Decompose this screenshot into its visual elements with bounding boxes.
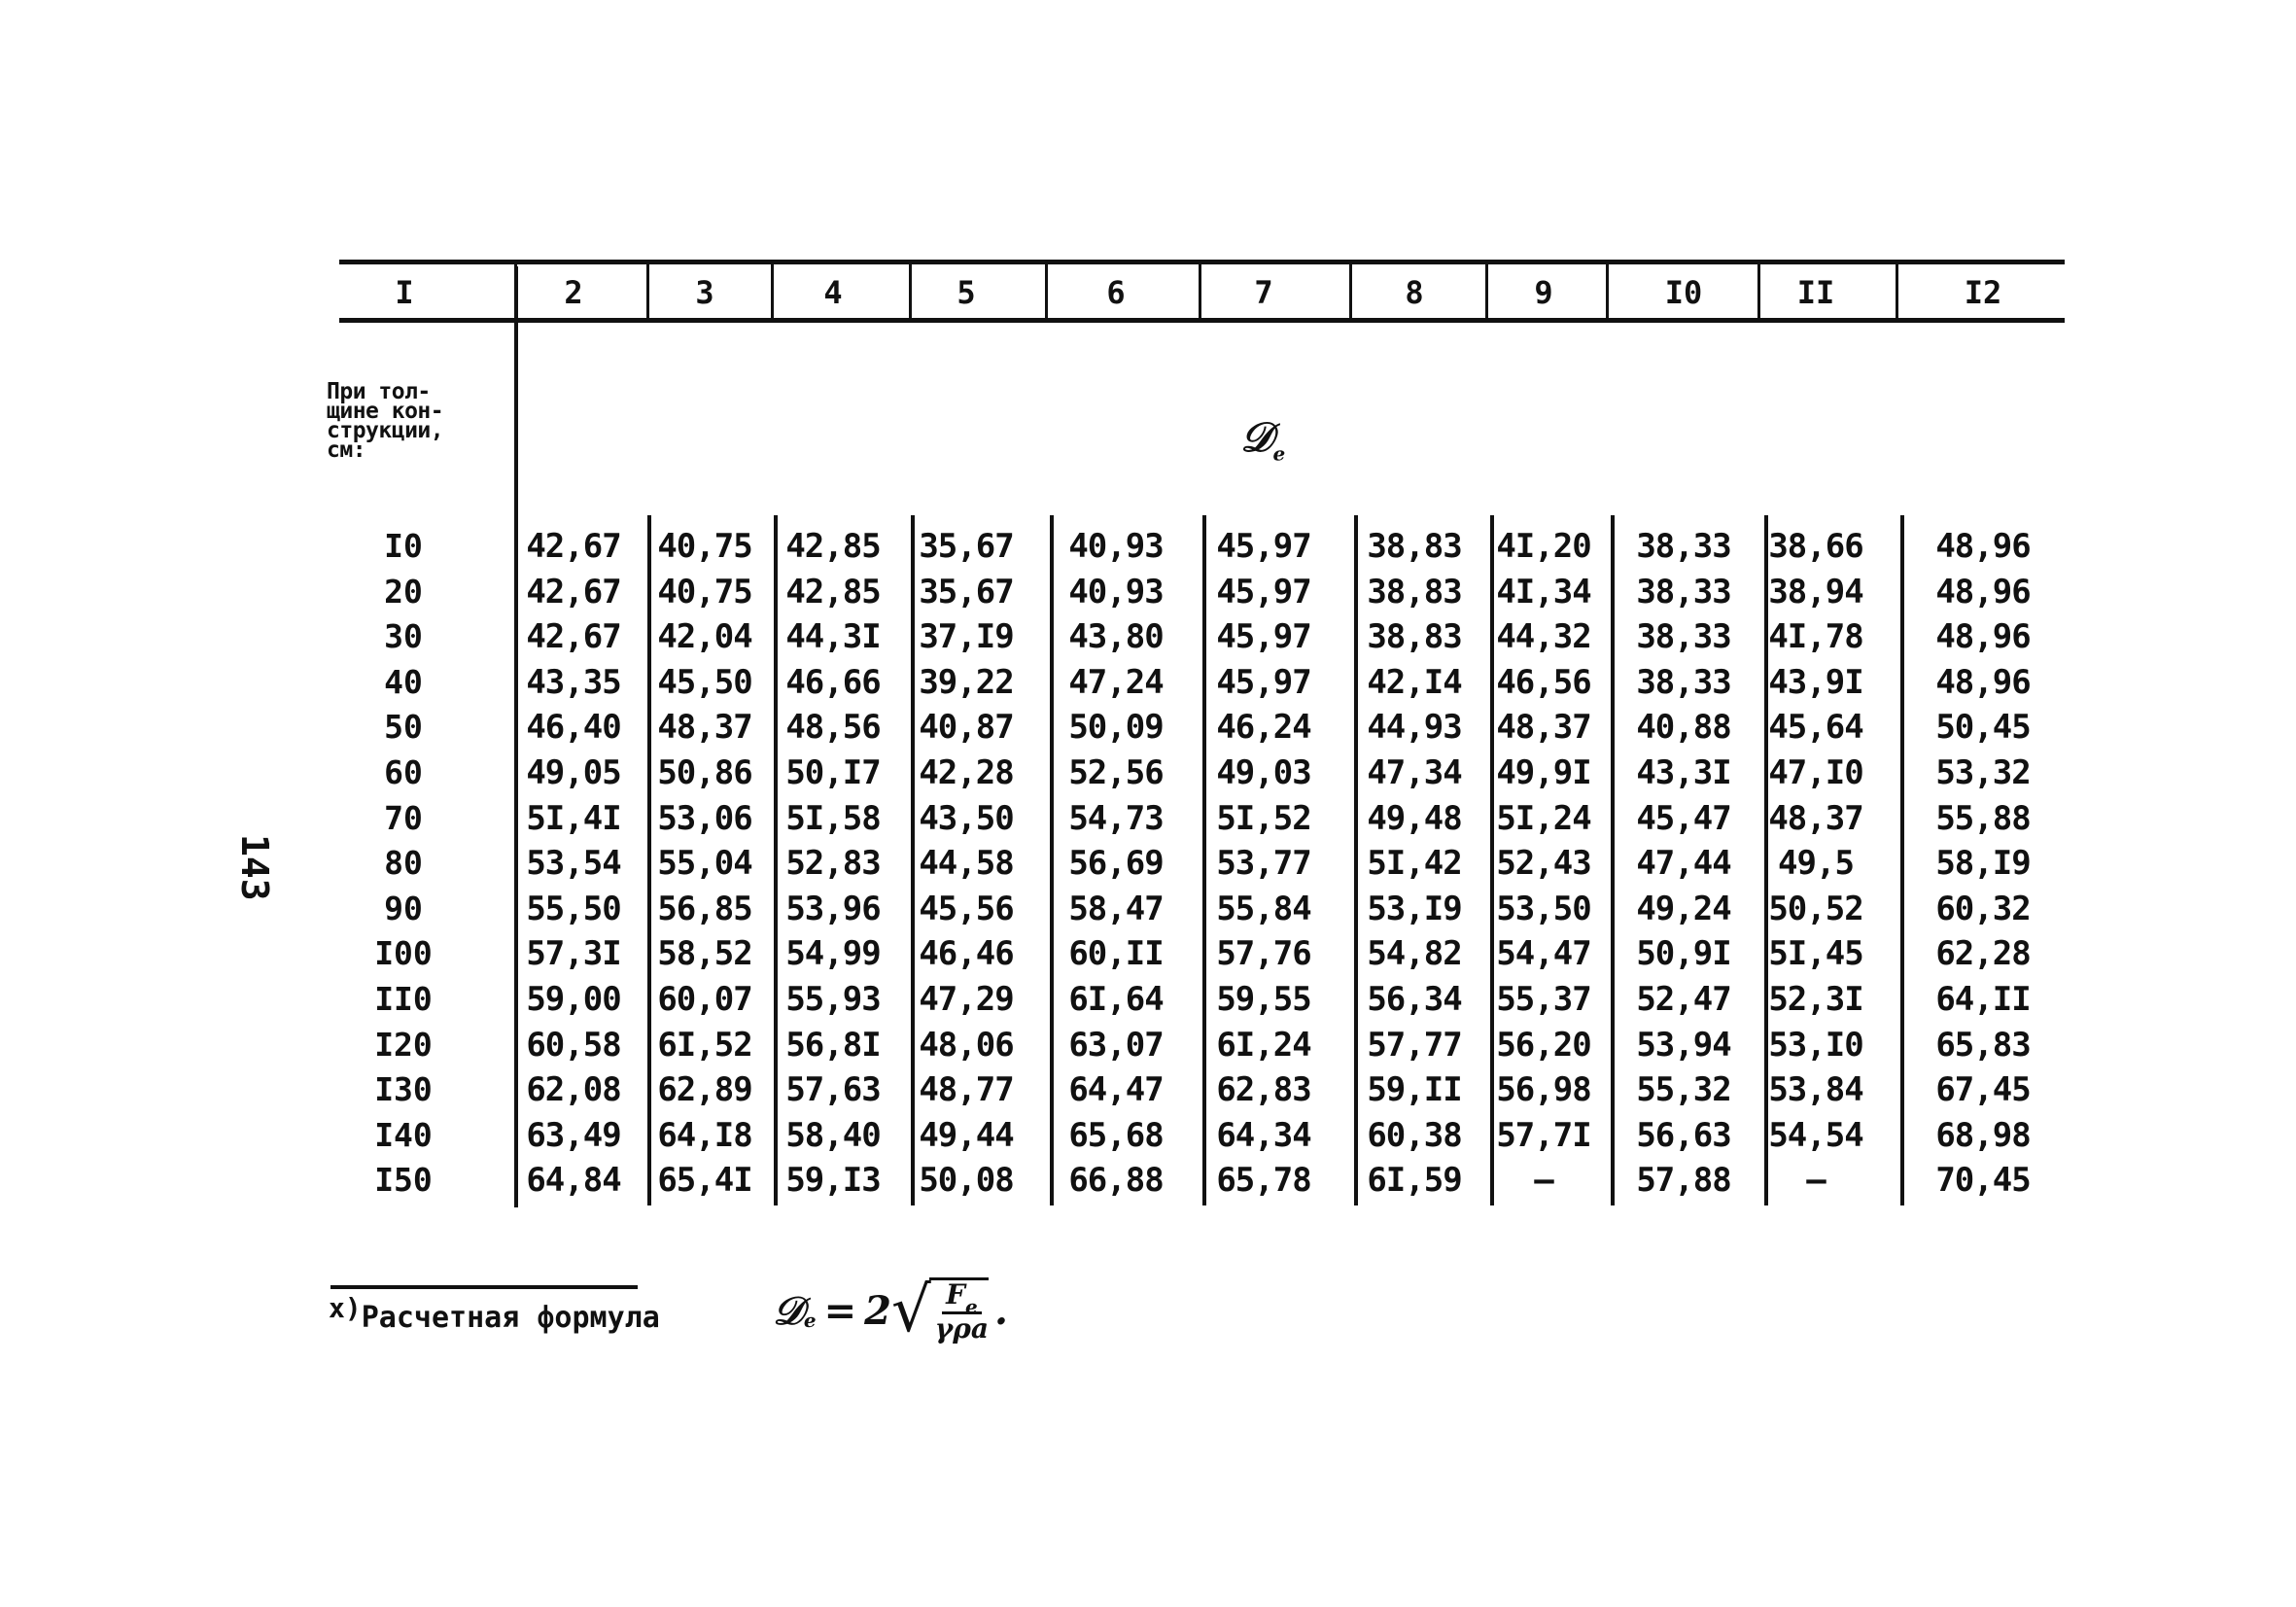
table-cell: 6I,52: [657, 1025, 752, 1065]
table-cell: 59,II: [1367, 1070, 1462, 1110]
table-cell: 4I,78: [1768, 617, 1863, 657]
table-cell: 59,55: [1216, 980, 1311, 1019]
column-header: 6: [1106, 274, 1126, 311]
table-cell: 60,32: [1935, 889, 2031, 928]
formula-radicand: [929, 1277, 989, 1344]
column-header: II: [1796, 274, 1835, 311]
table-cell: 48,96: [1935, 527, 2031, 566]
table-cell: 59,I3: [785, 1161, 881, 1201]
table-cell: 62,89: [657, 1070, 752, 1110]
table-cell: 47,24: [1068, 662, 1164, 702]
table-cell: 5I,52: [1216, 798, 1311, 838]
table-cell: 60,II: [1068, 934, 1164, 974]
table-cell: 49,03: [1216, 753, 1311, 792]
column-header: 4: [823, 274, 843, 311]
header-column-divider: [909, 264, 912, 319]
table-cell: 42,85: [785, 527, 881, 566]
table-cell: 54,82: [1367, 934, 1462, 974]
table-cell: 65,78: [1216, 1161, 1311, 1201]
header-column-divider: [1045, 264, 1048, 319]
table-cell: 55,32: [1636, 1070, 1731, 1110]
table-cell: 48,96: [1935, 662, 2031, 702]
formula-trailing: .: [994, 1287, 1008, 1334]
table-cell: 5I,45: [1768, 934, 1863, 974]
table-cell: 53,54: [526, 844, 621, 884]
header-column-divider: [1757, 264, 1760, 319]
table-cell: 50,52: [1768, 889, 1863, 928]
row-label-thickness: II0: [374, 980, 433, 1018]
table-cell: 56,98: [1496, 1070, 1591, 1110]
table-cell: 55,84: [1216, 889, 1311, 928]
formula-numerator: $F_e$: [942, 1280, 982, 1314]
footnote-mark: x): [329, 1292, 362, 1324]
table-cell: 52,56: [1068, 753, 1164, 792]
table-cell: 38,33: [1636, 617, 1731, 657]
table-cell: 55,04: [657, 844, 752, 884]
table-cell: 39,22: [919, 662, 1014, 702]
table-cell: 6I,24: [1216, 1025, 1311, 1065]
table-cell: 47,I0: [1768, 753, 1863, 792]
table-cell: 52,83: [785, 844, 881, 884]
table-cell: 4I,20: [1496, 527, 1591, 566]
table-cell: 65,4I: [657, 1161, 752, 1201]
table-cell: 67,45: [1935, 1070, 2031, 1110]
table-cell: 38,83: [1367, 572, 1462, 611]
table-cell: 47,29: [919, 980, 1014, 1019]
table-cell: 45,97: [1216, 617, 1311, 657]
table-cell: 53,I9: [1367, 889, 1462, 928]
table-cell: 54,47: [1496, 934, 1591, 974]
body-column-divider: [1900, 515, 1904, 1205]
table-cell: 42,67: [526, 572, 621, 611]
table-cell: 44,3I: [785, 617, 881, 657]
table-cell: 6I,64: [1068, 980, 1164, 1019]
table-cell: 46,46: [919, 934, 1014, 974]
table-cell: 43,80: [1068, 617, 1164, 657]
table-cell: 57,7I: [1496, 1115, 1591, 1155]
header-column-divider: [514, 264, 517, 319]
table-cell: 53,50: [1496, 889, 1591, 928]
stub-heading: При тол- щине кон- струкции, см:: [327, 379, 444, 463]
formula-coefficient: 2: [864, 1287, 892, 1334]
row-label-thickness: 90: [384, 889, 423, 927]
table-cell: 48,06: [919, 1025, 1014, 1065]
table-cell: 55,93: [785, 980, 881, 1019]
table-cell: 48,37: [1496, 708, 1591, 748]
table-cell: 57,63: [785, 1070, 881, 1110]
table-cell: 58,47: [1068, 889, 1164, 928]
row-label-thickness: 40: [384, 662, 423, 701]
column-header: 8: [1405, 274, 1424, 311]
table-cell: 65,68: [1068, 1115, 1164, 1155]
table-cell: 40,93: [1068, 572, 1164, 611]
column-header: 5: [957, 274, 976, 311]
table-cell: 46,40: [526, 708, 621, 748]
table-cell: 64,I8: [657, 1115, 752, 1155]
footnote-text: Расчетная формула: [361, 1301, 660, 1335]
row-label-thickness: 60: [384, 753, 423, 791]
table-cell: 56,85: [657, 889, 752, 928]
table-cell: 48,96: [1935, 617, 2031, 657]
table-cell: 54,99: [785, 934, 881, 974]
table-cell: 49,05: [526, 753, 621, 792]
table-cell: 43,3I: [1636, 753, 1731, 792]
table-cell: 43,9I: [1768, 662, 1863, 702]
table-cell: 55,88: [1935, 798, 2031, 838]
table-cell: 65,83: [1935, 1025, 2031, 1065]
table-cell: 38,94: [1768, 572, 1863, 611]
table-cell: 58,40: [785, 1115, 881, 1155]
footnote: [329, 1292, 660, 1335]
table-cell: 56,69: [1068, 844, 1164, 884]
table-cell: 5I,42: [1367, 844, 1462, 884]
table-cell: 53,77: [1216, 844, 1311, 884]
header-column-divider: [1606, 264, 1609, 319]
table-cell: 44,58: [919, 844, 1014, 884]
table-cell: 40,75: [657, 572, 752, 611]
table-cell: 49,48: [1367, 798, 1462, 838]
table-cell: 42,67: [526, 527, 621, 566]
formula-fraction: [935, 1280, 989, 1344]
table-top-rule: [339, 260, 2065, 264]
formula-lhs: 𝒟: [773, 1287, 804, 1334]
table-cell: 63,07: [1068, 1025, 1164, 1065]
table-cell: 55,50: [526, 889, 621, 928]
table-cell: 38,33: [1636, 572, 1731, 611]
table-cell: –: [1806, 1161, 1826, 1201]
footnote-rule: [330, 1285, 638, 1289]
table-cell: 43,35: [526, 662, 621, 702]
table-cell: 56,8I: [785, 1025, 881, 1065]
table-cell: 53,94: [1636, 1025, 1731, 1065]
table-cell: 46,24: [1216, 708, 1311, 748]
table-cell: 54,54: [1768, 1115, 1863, 1155]
table-cell: 53,96: [785, 889, 881, 928]
formula-lhs-subscript: e: [803, 1309, 817, 1332]
row-label-thickness: 50: [384, 708, 423, 747]
table-cell: 4I,34: [1496, 572, 1591, 611]
table-cell: 48,77: [919, 1070, 1014, 1110]
table-cell: 5I,58: [785, 798, 881, 838]
row-label-thickness: I50: [374, 1161, 433, 1200]
table-cell: 50,86: [657, 753, 752, 792]
column-header: 2: [564, 274, 583, 311]
table-cell: 56,20: [1496, 1025, 1591, 1065]
table-cell: 38,33: [1636, 527, 1731, 566]
table-cell: 45,47: [1636, 798, 1731, 838]
table-cell: 49,5: [1778, 844, 1854, 884]
table-cell: 48,56: [785, 708, 881, 748]
calculation-formula: [773, 1262, 1008, 1359]
table-cell: 46,56: [1496, 662, 1591, 702]
table-cell: 48,37: [1768, 798, 1863, 838]
table-cell: 49,44: [919, 1115, 1014, 1155]
column-header: 7: [1254, 274, 1273, 311]
table-cell: 64,II: [1935, 980, 2031, 1019]
table-cell: 5I,24: [1496, 798, 1591, 838]
table-cell: 45,50: [657, 662, 752, 702]
table-cell: 57,76: [1216, 934, 1311, 974]
table-header-rule: [339, 318, 2065, 323]
table-cell: 50,08: [919, 1161, 1014, 1201]
row-label-thickness: 20: [384, 572, 423, 611]
table-cell: 64,84: [526, 1161, 621, 1201]
table-cell: 6I,59: [1367, 1161, 1462, 1201]
table-cell: 50,9I: [1636, 934, 1731, 974]
row-label-thickness: I00: [374, 934, 433, 973]
table-cell: 53,I0: [1768, 1025, 1863, 1065]
table-cell: 57,77: [1367, 1025, 1462, 1065]
table-cell: 52,47: [1636, 980, 1731, 1019]
column-header: 3: [695, 274, 714, 311]
table-cell: 62,83: [1216, 1070, 1311, 1110]
table-cell: 58,52: [657, 934, 752, 974]
table-cell: 45,64: [1768, 708, 1863, 748]
table-cell: 37,I9: [919, 617, 1014, 657]
table-cell: 42,85: [785, 572, 881, 611]
table-cell: 49,9I: [1496, 753, 1591, 792]
table-cell: 40,75: [657, 527, 752, 566]
table-cell: 54,73: [1068, 798, 1164, 838]
table-cell: 43,50: [919, 798, 1014, 838]
table-cell: 59,00: [526, 980, 621, 1019]
column-header: 9: [1534, 274, 1553, 311]
table-cell: 48,37: [657, 708, 752, 748]
table-cell: 35,67: [919, 527, 1014, 566]
table-cell: 50,45: [1935, 708, 2031, 748]
table-cell: 42,04: [657, 617, 752, 657]
table-cell: 50,09: [1068, 708, 1164, 748]
header-column-divider: [1349, 264, 1352, 319]
column-header: I2: [1964, 274, 2002, 311]
table-cell: 47,34: [1367, 753, 1462, 792]
table-cell: 64,34: [1216, 1115, 1311, 1155]
table-cell: 60,38: [1367, 1115, 1462, 1155]
table-cell: 49,24: [1636, 889, 1731, 928]
table-cell: 38,66: [1768, 527, 1863, 566]
table-cell: 44,32: [1496, 617, 1591, 657]
table-cell: 66,88: [1068, 1161, 1164, 1201]
table-cell: 40,93: [1068, 527, 1164, 566]
row-label-thickness: 80: [384, 844, 423, 883]
table-cell: 60,58: [526, 1025, 621, 1065]
table-cell: 57,88: [1636, 1161, 1731, 1201]
table-cell: 62,08: [526, 1070, 621, 1110]
table-cell: 35,67: [919, 572, 1014, 611]
row-label-thickness: I30: [374, 1070, 433, 1109]
table-cell: 38,83: [1367, 617, 1462, 657]
header-column-divider: [771, 264, 774, 319]
formula-equals: =: [823, 1287, 857, 1334]
table-cell: 45,97: [1216, 572, 1311, 611]
table-cell: 50,I7: [785, 753, 881, 792]
table-cell: 5I,4I: [526, 798, 621, 838]
header-column-divider: [1896, 264, 1898, 319]
table-cell: 52,3I: [1768, 980, 1863, 1019]
table-cell: 44,93: [1367, 708, 1462, 748]
row-label-thickness: 70: [384, 798, 423, 837]
table-cell: 46,66: [785, 662, 881, 702]
column-header: I: [395, 274, 414, 311]
table-cell: 70,45: [1935, 1161, 2031, 1201]
table-cell: 45,56: [919, 889, 1014, 928]
table-cell: 45,97: [1216, 527, 1311, 566]
row-label-thickness: 30: [384, 617, 423, 656]
table-cell: 38,83: [1367, 527, 1462, 566]
table-cell: 40,88: [1636, 708, 1731, 748]
table-cell: 58,I9: [1935, 844, 2031, 884]
page-number: 143: [233, 834, 276, 901]
square-root-icon: √: [891, 1275, 931, 1346]
table-cell: 56,34: [1367, 980, 1462, 1019]
table-cell: 38,33: [1636, 662, 1731, 702]
table-cell: 60,07: [657, 980, 752, 1019]
row-label-thickness: I40: [374, 1115, 433, 1154]
table-cell: 45,97: [1216, 662, 1311, 702]
table-cell: 40,87: [919, 708, 1014, 748]
table-cell: 53,06: [657, 798, 752, 838]
table-cell: 64,47: [1068, 1070, 1164, 1110]
row-label-thickness: I0: [384, 527, 423, 565]
table-cell: 57,3I: [526, 934, 621, 974]
table-cell: 56,63: [1636, 1115, 1731, 1155]
table-cell: 42,28: [919, 753, 1014, 792]
table-cell: 55,37: [1496, 980, 1591, 1019]
table-cell: 42,67: [526, 617, 621, 657]
table-cell: 52,43: [1496, 844, 1591, 884]
table-cell: 53,84: [1768, 1070, 1863, 1110]
row-label-thickness: I20: [374, 1025, 433, 1064]
table-cell: –: [1534, 1161, 1553, 1201]
table-cell: 42,I4: [1367, 662, 1462, 702]
table-cell: 47,44: [1636, 844, 1731, 884]
header-column-divider: [1199, 264, 1201, 319]
formula-denominator: γρa: [934, 1312, 990, 1345]
value-symbol: 𝒟$_e$: [1240, 413, 1286, 466]
table-cell: 48,96: [1935, 572, 2031, 611]
column-header: I0: [1664, 274, 1703, 311]
table-cell: 62,28: [1935, 934, 2031, 974]
header-column-divider: [1485, 264, 1488, 319]
table-cell: 53,32: [1935, 753, 2031, 792]
table-cell: 68,98: [1935, 1115, 2031, 1155]
header-column-divider: [646, 264, 649, 319]
table-cell: 63,49: [526, 1115, 621, 1155]
